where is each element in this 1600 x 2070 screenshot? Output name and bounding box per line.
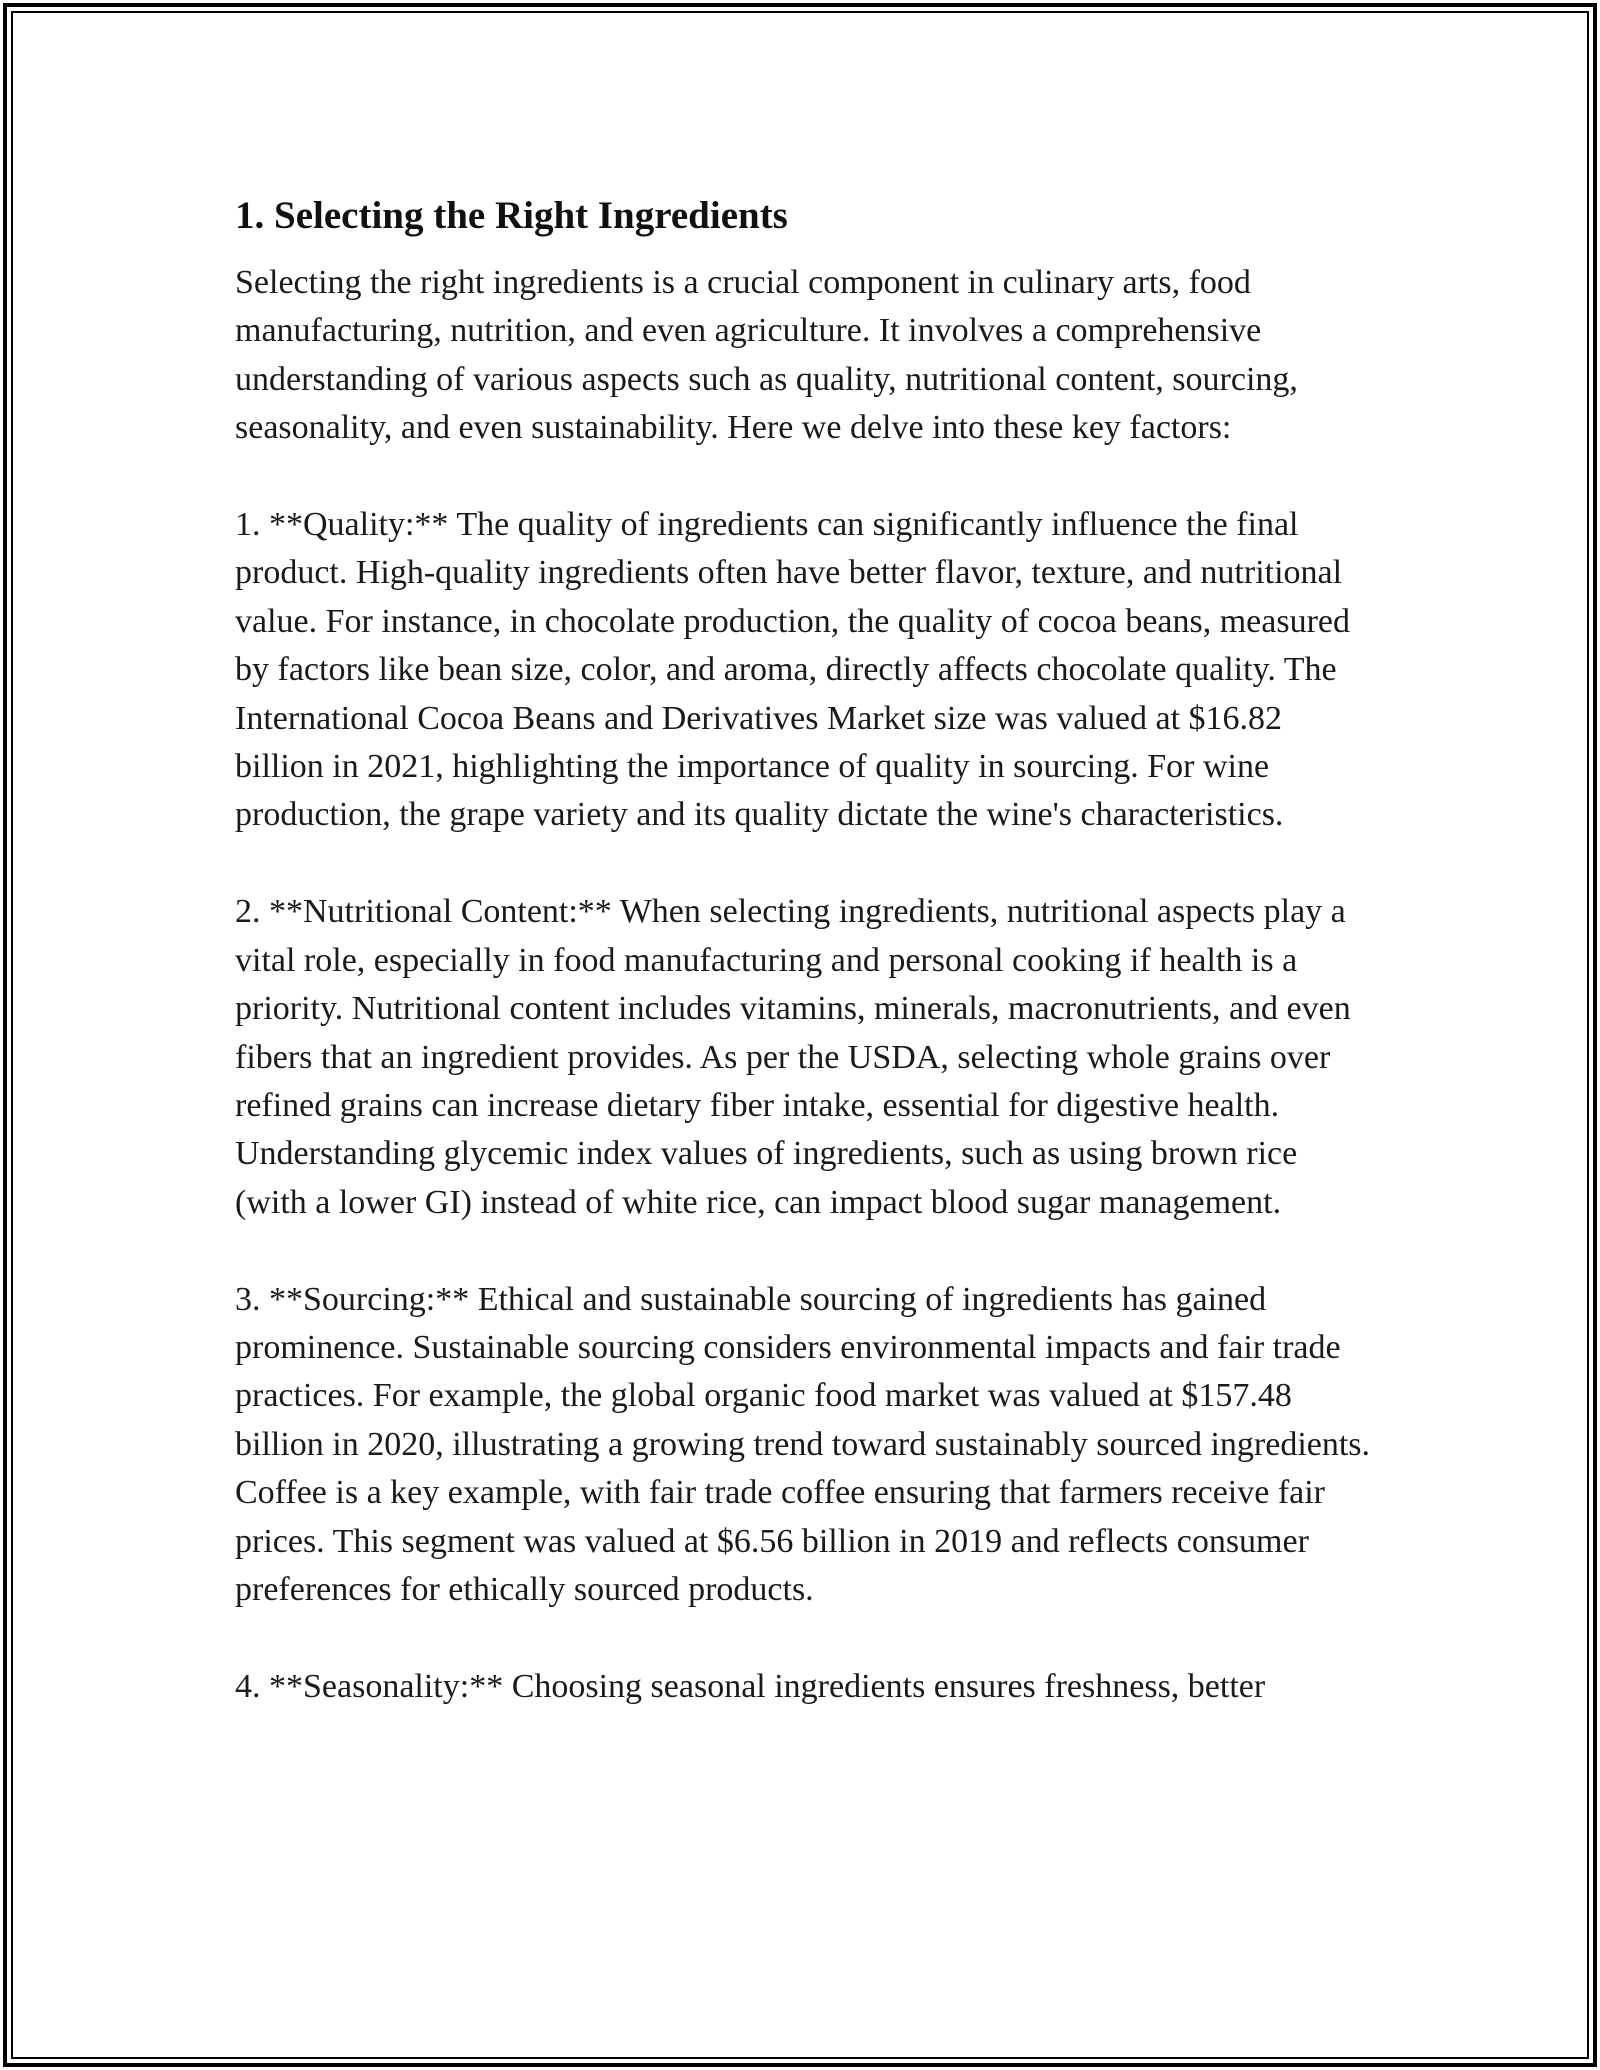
body-text: Selecting the right ingredients is a crucial component in culinary arts, food manufacturing, nutrition, and even agriculture. It involves a comprehensive understanding of various aspects such as quality, nutritional content, sourcing, seasonality, and even sustainability. Here we delve into these key factors: 1. **Quality:** The quality of ingredients can significantly influence the final product. High-quality ingredients often have better flavor, texture, and nutritional value. For instance, in chocolate production, the quality of cocoa beans, measured by factors like bean size, color, and aroma, directly affects chocolate quality. The International Cocoa Beans and Derivatives Market size was valued at $16.82 billion in 2021, highlighting the importance of quality in sourcing. For wine production, the grape variety and its quality dictate the wine's characteristics. 2. **Nutritional Content:** When selecting ingredients, nutritional aspects play a vital role, especially in food manufacturing and personal cooking if health is a priority. Nutritional content includes vitamins, minerals, macronutrients, and even fibers that an ingredient provides. As per the USDA, selecting whole grains over refined grains can increase dietary fiber intake, essential for digestive health. Understanding glycemic index values of ingredients, such as using brown rice (with a lower GI) instead of white rice, can impact blood sugar management. 3. **Sourcing:** Ethical and sustainable sourcing of ingredients has gained prominence. Sustainable sourcing considers environmental impacts and fair trade practices. For example, the global organic food market was valued at $157.48 billion in 2020, illustrating a growing trend toward sustainably sourced ingredients. Coffee is a key example, with fair trade coffee ensuring that farmers receive fair prices. This segment was valued at $6.56 billion in 2019 and reflects consumer preferences for ethically sourced products. 4. **Seasonality:** Choosing seasonal ingredients ensures freshness, better xyxy=(235,264,1371,1705)
document-content xyxy=(235,183,1375,1711)
section-heading: 1. Selecting the Right Ingredients xyxy=(235,194,788,237)
